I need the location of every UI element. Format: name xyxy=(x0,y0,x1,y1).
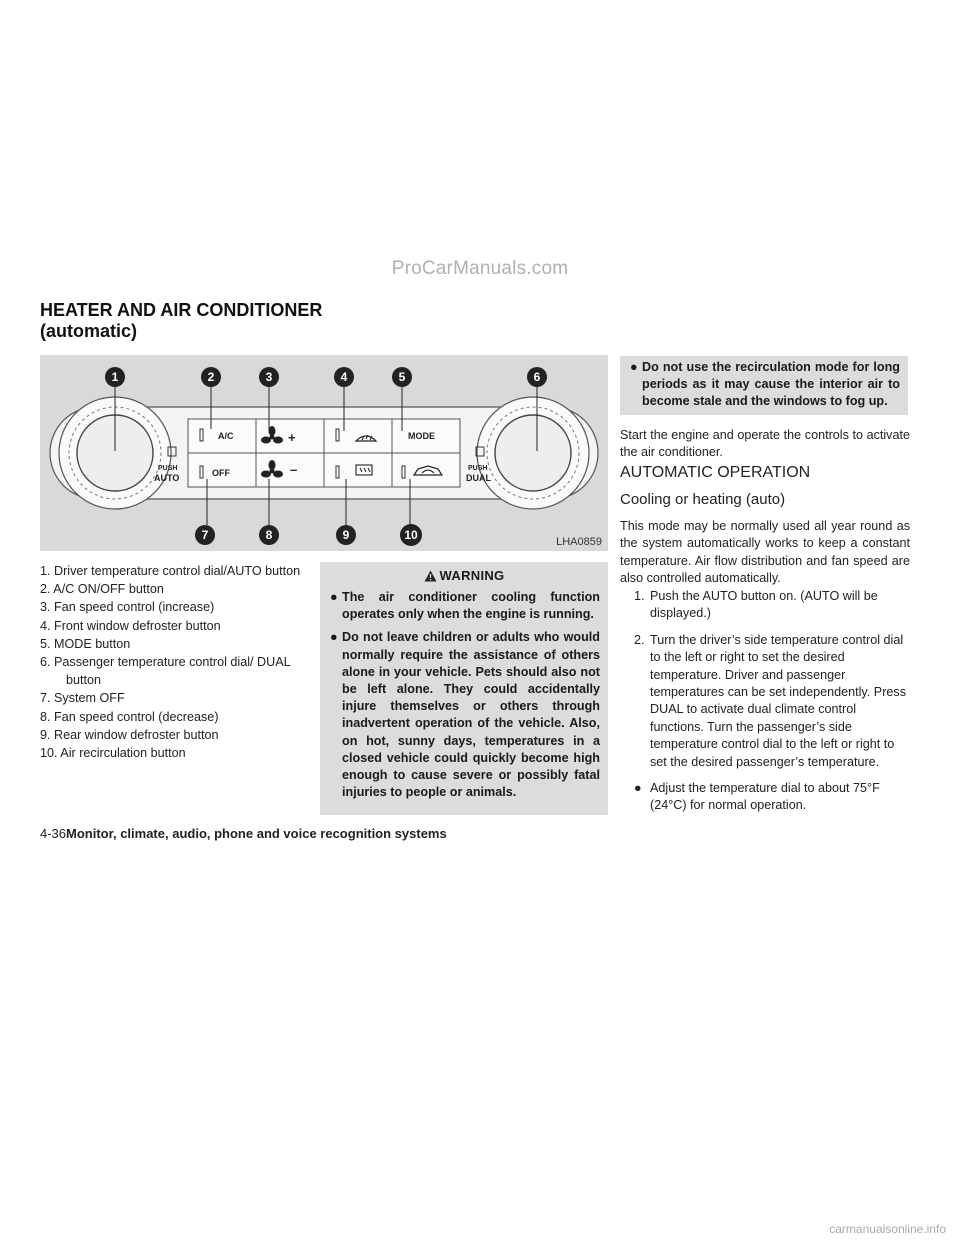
step-item xyxy=(620,780,910,815)
warning-heading-text: WARNING xyxy=(439,568,505,583)
callout-4 xyxy=(334,367,354,387)
bullet: ● xyxy=(330,630,338,645)
auto-label: AUTO xyxy=(154,473,180,483)
svg-text:6: 6 xyxy=(533,370,541,384)
legend-item: 10. Air recirculation button xyxy=(40,746,186,761)
warning-box xyxy=(320,562,608,815)
passenger-temp-dial xyxy=(477,397,589,509)
warning-icon xyxy=(424,570,437,582)
svg-text:8: 8 xyxy=(265,528,273,542)
off-label: OFF xyxy=(212,468,230,478)
bullet: ● xyxy=(630,360,638,374)
step-text: Push the AUTO button on. (AUTO will be displayed.) xyxy=(650,589,878,621)
warning-item xyxy=(320,629,608,801)
legend-item: 6. Passenger temperature control dial/ DUAL button xyxy=(40,655,291,688)
step-item xyxy=(620,588,910,623)
minus-label: – xyxy=(290,462,298,477)
legend-list xyxy=(40,562,310,762)
step-bullet: ● xyxy=(634,781,642,796)
svg-text:1: 1 xyxy=(111,370,119,384)
legend-item: 7. System OFF xyxy=(40,691,125,706)
figure-code: LHA0859 xyxy=(556,536,602,548)
heading-cooling-heating: Cooling or heating (auto) xyxy=(620,491,786,508)
warning-item xyxy=(320,589,608,623)
legend-item: 3. Fan speed control (increase) xyxy=(40,600,215,615)
push-left-label: PUSH xyxy=(158,465,178,472)
callout-6 xyxy=(527,367,547,387)
legend-item: 8. Fan speed control (decrease) xyxy=(40,709,219,724)
dual-label: DUAL xyxy=(466,473,491,483)
legend-item: 9. Rear window defroster button xyxy=(40,727,219,742)
callout-9 xyxy=(336,525,356,545)
legend-item: 4. Front window defroster button xyxy=(40,618,221,633)
section-title-line1: HEATER AND AIR CONDITIONER xyxy=(40,300,323,320)
svg-text:3: 3 xyxy=(265,370,273,384)
warning-item xyxy=(620,359,908,411)
warning-heading xyxy=(320,568,608,583)
callout-5 xyxy=(392,367,412,387)
climate-panel-figure xyxy=(40,355,608,551)
callout-8 xyxy=(259,525,279,545)
heading-automatic-operation: AUTOMATIC OPERATION xyxy=(620,464,811,481)
page-footer xyxy=(40,826,447,841)
warning-item-text: Do not leave children or adults who would normally require the assistance of others alone in your vehicle. Pets should also not be left alone. They could accidentally injure themselves or others through inadvertent operation of the vehicle. Also, on hot, sunny days, temperatures in a closed vehicle could quickly become high enough to cause severe or possibly fatal injuries to people or animals. xyxy=(342,630,600,800)
mode-label: MODE xyxy=(408,431,435,441)
section-title xyxy=(40,300,322,342)
warning-item-text: The air conditioner cooling function operates only when the engine is running. xyxy=(342,590,600,622)
svg-text:2: 2 xyxy=(207,370,215,384)
callout-2 xyxy=(201,367,221,387)
ac-label: A/C xyxy=(218,431,234,441)
callout-3 xyxy=(259,367,279,387)
start-paragraph: Start the engine and operate the controls to activate the air conditioner. xyxy=(620,428,910,460)
svg-text:4: 4 xyxy=(340,370,348,384)
section-title-line2: (automatic) xyxy=(40,321,138,341)
legend-item: 1. Driver temperature control dial/AUTO button xyxy=(40,564,301,578)
callout-7 xyxy=(195,525,215,545)
svg-text:10: 10 xyxy=(404,528,418,542)
step-number: 2. xyxy=(634,632,645,647)
warning-item-text: Do not use the recirculation mode for long periods as it may cause the interior air to become stale and the windows to fog up. xyxy=(642,360,900,409)
callout-1 xyxy=(105,367,125,387)
steps-list xyxy=(620,588,910,824)
plus-label: + xyxy=(288,430,296,445)
footer-title: Monitor, climate, audio, phone and voice recognition systems xyxy=(66,826,447,841)
bullet: ● xyxy=(330,590,338,604)
svg-text:9: 9 xyxy=(342,528,350,542)
mode-paragraph: This mode may be normally used all year round as the system automatically works to keep a constant temperature. Air flow distribution and fan speed are also controlled automatically. xyxy=(620,519,910,586)
step-text: Adjust the temperature dial to about 75°F (24°C) for normal operation. xyxy=(650,781,880,813)
watermark-top: ProCarManuals.com xyxy=(391,258,569,279)
warning-box-continued xyxy=(620,356,908,415)
page-number: 4-36 xyxy=(40,826,67,841)
step-text: Turn the driver’s side temperature control dial to the left or right to set the desired temperature. Driver and passenger temperatures can be set independently. Press DUAL to activate dual climate control functions. Turn the passenger’s side temperature control dial to the left or right to set the desired passenger’s temperature. xyxy=(650,632,906,769)
watermark-bottom: carmanualsonline.info xyxy=(829,1222,946,1236)
legend-item: 5. MODE button xyxy=(40,636,131,651)
svg-text:5: 5 xyxy=(398,370,406,384)
step-item xyxy=(620,632,910,771)
svg-text:7: 7 xyxy=(201,528,209,542)
callout-10 xyxy=(400,524,422,546)
step-number: 1. xyxy=(634,589,645,603)
legend-item: 2. A/C ON/OFF button xyxy=(40,582,164,597)
push-right-label: PUSH xyxy=(468,465,488,472)
climate-panel-illustration xyxy=(40,355,608,551)
